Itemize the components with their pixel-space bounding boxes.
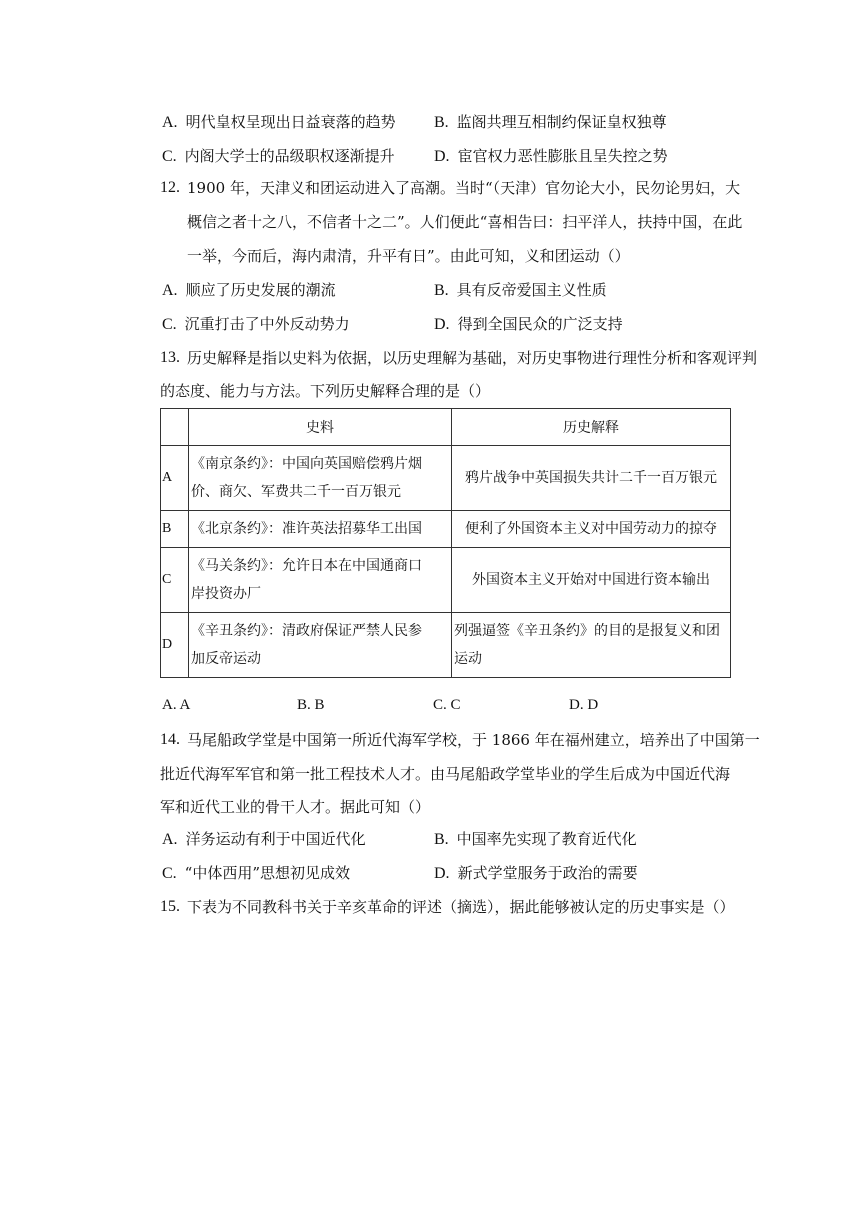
option-letter: B. [434,114,449,131]
q14-option-b[interactable] [434,829,637,850]
source-cell [189,613,452,678]
option-text: 沉重打击了中外反动势力 [184,315,350,333]
option-text: 得到全国民众的广泛支持 [457,315,623,333]
q11-option-c[interactable] [162,146,395,167]
table-header-explanation: 历史解释 [452,409,731,446]
q12-stem-line-1: 1900 年，天津义和团运动进入了高潮。当时“（天津）官勿论大小，民勿论男妇，大 [187,179,741,197]
q13-stem-line-2: 的态度、能力与方法。下列历史解释合理的是（） [160,382,491,400]
option-text: 宦官权力恶性膨胀且呈失控之势 [457,147,668,165]
option-letter: D. [434,148,450,165]
source-line: 《南京条约》：中国向英国赔偿鸦片烟 [191,456,422,472]
q12-option-a[interactable] [162,280,336,301]
source-line: 价、商欠、军费共二千一百万银元 [191,484,401,500]
source-cell [189,548,452,613]
q14-option-a[interactable] [162,829,366,850]
table-row [161,511,731,548]
q13-answer-d[interactable]: D. D [569,697,599,713]
explanation-line: 鸦片战争中英国损失共计二千一百万银元 [465,470,717,486]
explanation-cell [452,613,731,678]
table-row [161,613,731,678]
table-header-blank [161,409,189,446]
explanation-cell [452,548,731,613]
q14-option-c[interactable] [162,863,350,884]
source-line: 《北京条约》：准许英法招募华工出国 [191,521,422,537]
option-text: 中国率先实现了教育近代化 [456,830,637,848]
option-letter: B. [434,831,449,848]
q12-stem-line-3: 一举，今而后，海内肃清，升平有日”。由此可知，义和团运动（） [187,247,630,265]
option-text: 内阁大学士的品级职权逐渐提升 [184,147,395,165]
q14-stem-line-2: 批近代海军军官和第一批工程技术人才。由马尾船政学堂毕业的学生后成为中国近代海 [160,765,731,783]
option-text: 洋务运动有利于中国近代化 [185,830,366,848]
q13-answer-b[interactable]: B. B [297,697,325,713]
option-letter: C. [162,148,177,165]
q11-option-d[interactable] [434,146,668,167]
q14-stem-line-1: 马尾船政学堂是中国第一所近代海军学校，于 1866 年在福州建立，培养出了中国第一 [187,731,760,749]
row-label: C [161,548,189,613]
q14-stem-line-3: 军和近代工业的骨干人才。据此可知（） [160,798,431,816]
explanation-line: 外国资本主义开始对中国进行资本输出 [472,572,710,588]
explanation-line: 便利了外国资本主义对中国劳动力的掠夺 [465,521,717,537]
q15-number: 15. [160,898,180,915]
source-line: 岸投资办厂 [191,586,261,602]
option-letter: C. [162,865,177,882]
q11-option-b[interactable] [434,112,667,133]
explanation-cell [452,511,731,548]
q12-number: 12. [160,179,180,196]
q12-stem-line-2: 概信之者十之八，不信者十之二”。人们便此“喜相告曰：扫平洋人，扶持中国，在此 [187,213,743,231]
q14-option-d[interactable] [434,863,638,884]
source-line: 《马关条约》：允许日本在中国通商口 [191,558,422,574]
q13-answer-a[interactable]: A. A [162,697,191,713]
q11-option-a[interactable] [162,112,396,133]
row-label: D [161,613,189,678]
option-text: 明代皇权呈现出日益衰落的趋势 [185,113,396,131]
explanation-cell [452,446,731,511]
q13-answer-c[interactable]: C. C [433,697,461,713]
row-label: B [161,511,189,548]
q13-number: 13. [160,349,180,366]
option-text: 监阁共理互相制约保证皇权独尊 [456,113,667,131]
option-letter: D. [434,316,450,333]
option-letter: A. [162,114,178,131]
option-text: 顺应了历史发展的潮流 [185,281,336,299]
option-letter: C. [162,316,177,333]
explanation-line: 运动 [454,651,482,667]
table-header-source: 史料 [189,409,452,446]
history-explanation-table [160,408,731,678]
table-row [161,446,731,511]
option-text: 具有反帝爱国主义性质 [456,281,607,299]
option-text: 新式学堂服务于政治的需要 [457,864,638,882]
option-letter: A. [162,282,178,299]
table-header-row [161,409,731,446]
q13-stem-line-1: 历史解释是指以史料为依据，以历史理解为基础，对历史事物进行理性分析和客观评判 [187,349,758,367]
q12-option-d[interactable] [434,314,623,335]
q14-number: 14. [160,731,180,748]
option-letter: A. [162,831,178,848]
source-cell [189,511,452,548]
option-text: “中体西用”思想初见成效 [184,864,351,882]
source-cell [189,446,452,511]
q12-option-b[interactable] [434,280,607,301]
q15-stem-line-1: 下表为不同教科书关于辛亥革命的评述（摘选），据此能够被认定的历史事实是（） [187,898,735,916]
option-letter: B. [434,282,449,299]
source-line: 《辛丑条约》：清政府保证严禁人民参 [191,623,422,639]
option-letter: D. [434,865,450,882]
q12-option-c[interactable] [162,314,350,335]
explanation-line: 列强逼签《辛丑条约》的目的是报复义和团 [454,623,720,639]
row-label: A [161,446,189,511]
table-row [161,548,731,613]
source-line: 加反帝运动 [191,651,261,667]
